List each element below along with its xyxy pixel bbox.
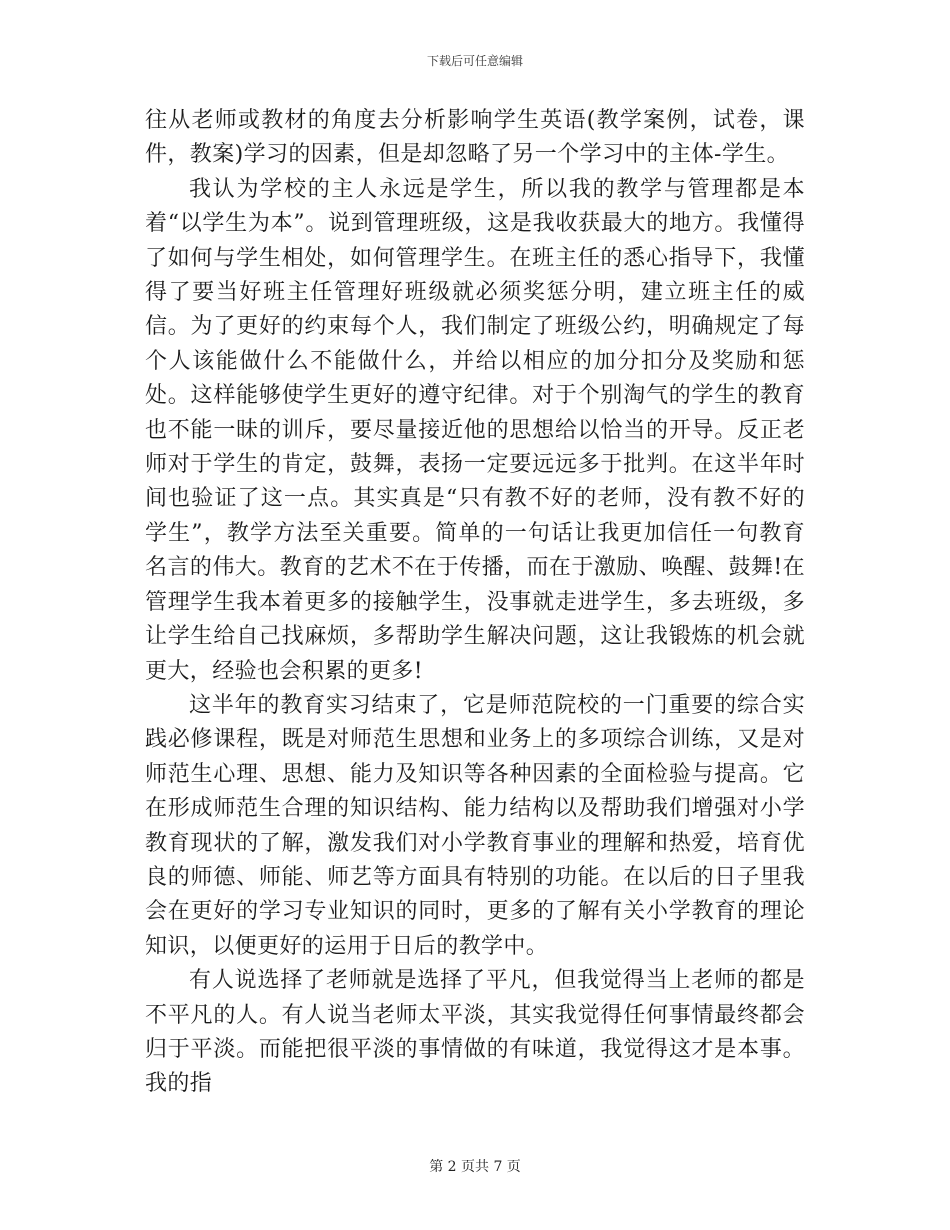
paragraph: 我认为学校的主人永远是学生，所以我的教学与管理都是本着“以学生为本”。说到管理班级，这是我收获最大的地方。我懂得了如何与学生相处，如何管理学生。在班主任的悉心指导下，我懂得了要当好班主任管理好班级就必须奖惩分明，建立班主任的威信。为了更好的约束每个人，我们制定了班级公约，明确规定了每个人该能做什么不能做什么，并给以相应的加分扣分及奖励和惩处。这样能够使学生更好的遵守纪律。对于个别淘气的学生的教育也不能一昧的训斥，要尽量接近他的思想给以恰当的开导。反正老师对于学生的肯定，鼓舞，表扬一定要远远多于批判。在这半年时间也验证了这一点。其实真是“只有教不好的老师，没有教不好的学生”，教学方法至关重要。简单的一句话让我更加信任一句教育名言的伟大。教育的艺术不在于传播，而在于激励、唤醒、鼓舞!在管理学生我本着更多的接触学生，没事就走进学生，多去班级，多让学生给自己找麻烦，多帮助学生解决问题，这让我锻炼的机会就更大，经验也会积累的更多! xyxy=(145,176,805,684)
page-header: 下载后可任意编辑 xyxy=(426,54,523,68)
document-body xyxy=(145,104,805,1102)
page-number: 第 2 页共 7 页 xyxy=(429,1159,521,1175)
paragraph: 有人说选择了老师就是选择了平凡，但我觉得当上老师的都是不平凡的人。有人说当老师太平淡，其实我觉得任何事情最终都会归于平淡。而能把很平淡的事情做的有味道，我觉得这才是本事。我的指 xyxy=(145,968,805,1097)
paragraph: 这半年的教育实习结束了，它是师范院校的一门重要的综合实践必修课程，既是对师范生思想和业务上的多项综合训练，又是对师范生心理、思想、能力及知识等各种因素的全面检验与提高。它在形成师范生合理的知识结构、能力结构以及帮助我们增强对小学教育现状的了解，激发我们对小学教育事业的理解和热爱，培育优良的师德、师能、师艺等方面具有特别的功能。在以后的日子里我会在更好的学习专业知识的同时，更多的了解有关小学教育的理论知识，以便更好的运用于日后的教学中。 xyxy=(145,692,805,959)
paragraph-continued: 往从老师或教材的角度去分析影响学生英语(教学案例，试卷，课件，教案)学习的因素，但是却忽略了另一个学习中的主体-学生。 xyxy=(145,108,805,168)
